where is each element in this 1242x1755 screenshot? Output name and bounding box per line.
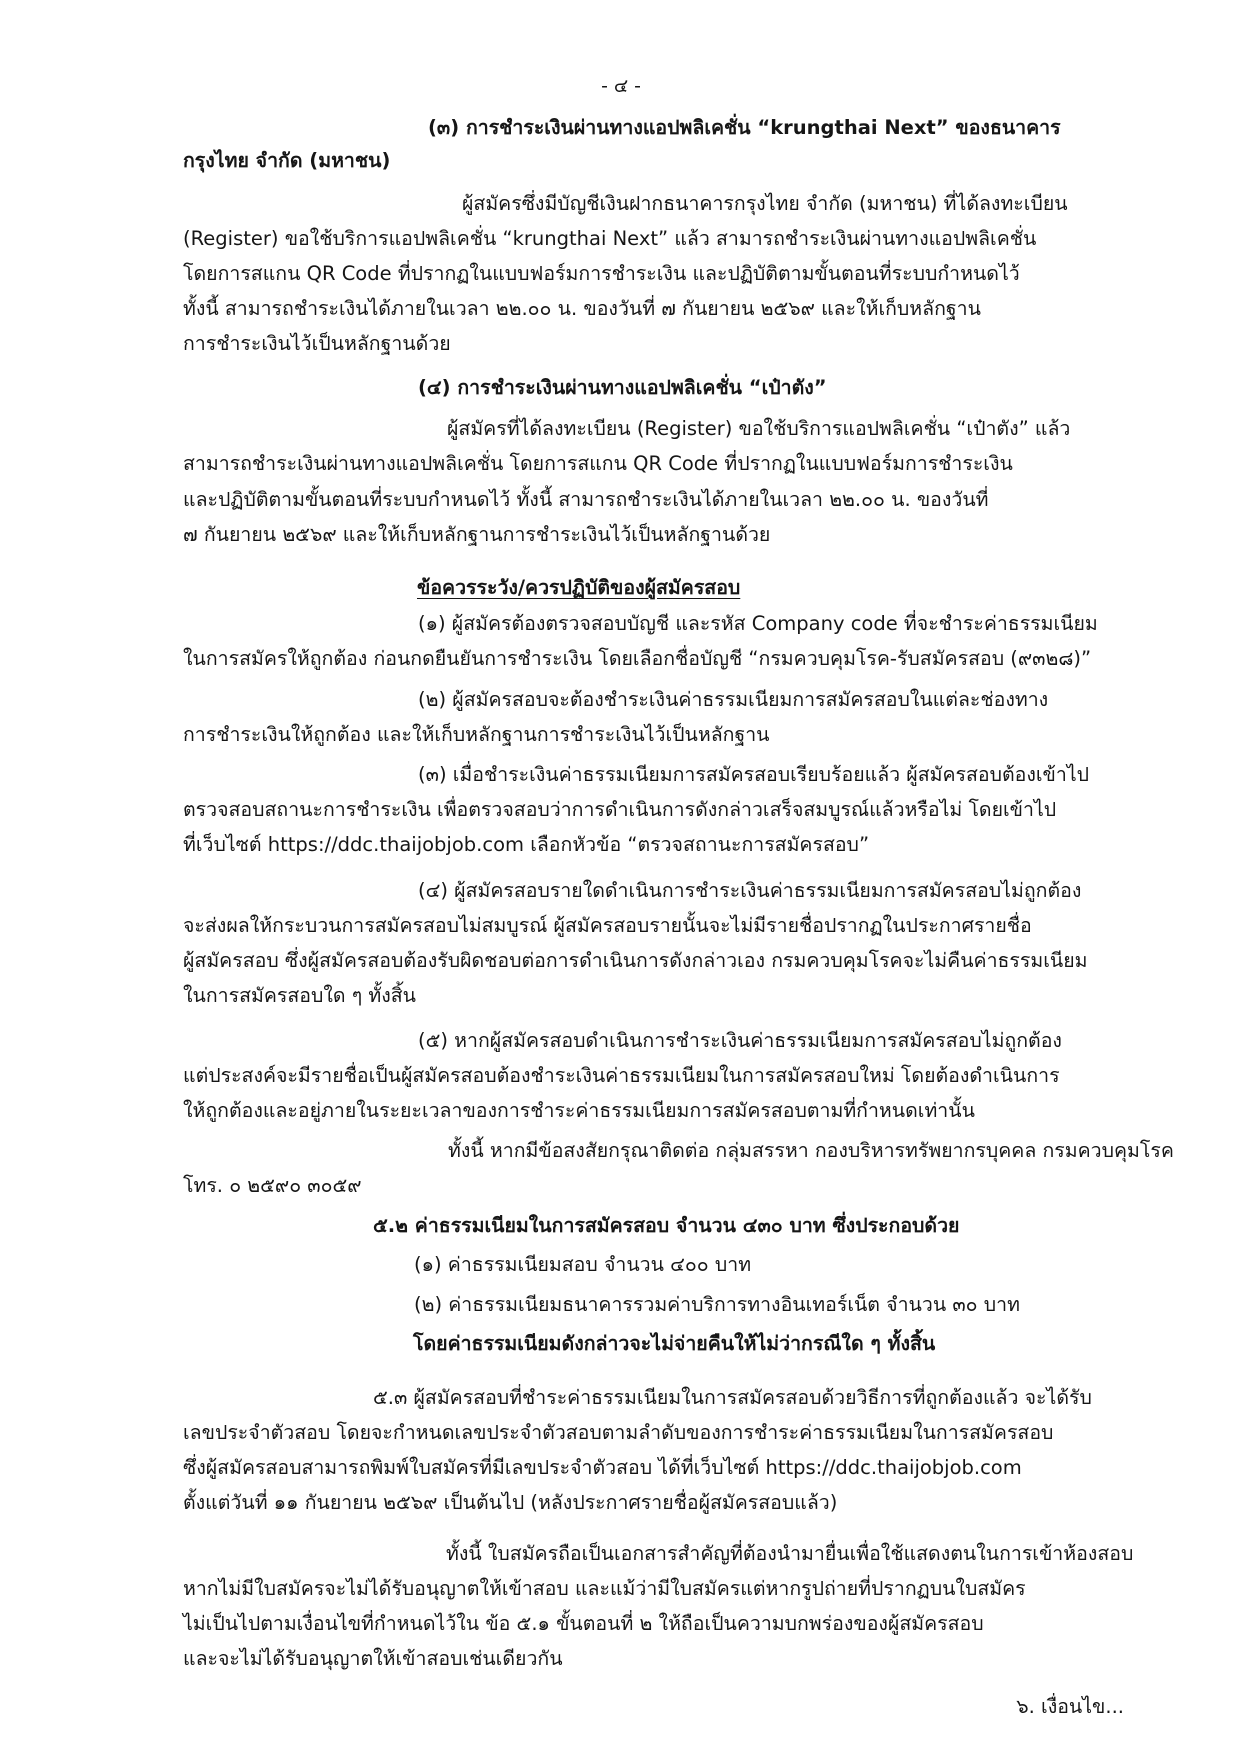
caution-line: (๕) หากผู้สมัครสอบดำเนินการชำระเงินค่าธรรมเนียมการสมัครสอบไม่ถูกต้อง	[418, 1029, 1062, 1052]
section-3-title-cont: กรุงไทย จำกัด (มหาชน)	[183, 149, 391, 172]
caution-line: การชำระเงินให้ถูกต้อง และให้เก็บหลักฐานการชำระเงินไว้เป็นหลักฐาน	[183, 723, 770, 746]
caution-line: แต่ประสงค์จะมีรายชื่อเป็นผู้สมัครสอบต้องชำระเงินค่าธรรมเนียมในการสมัครสอบใหม่ โดยต้องดำเนินการ	[183, 1064, 1060, 1087]
section-3-title: (๓) การชำระเงินผ่านทางแอปพลิเคชั่น “krungthai Next” ของธนาคาร	[428, 116, 1061, 139]
paragraph-line: ไม่เป็นไปตามเงื่อนไขที่กำหนดไว้ใน ข้อ ๕.๑ ขั้นตอนที่ ๒ ให้ถือเป็นความบกพร่องของผู้สมัครสอบ	[183, 1612, 984, 1635]
page-number: - ๔ -	[601, 75, 641, 97]
paragraph-line: ๗ กันยายน ๒๕๖๙ และให้เก็บหลักฐานการชำระเงินไว้เป็นหลักฐานด้วย	[183, 523, 771, 546]
caution-line: จะส่งผลให้กระบวนการสมัครสอบไม่สมบูรณ์ ผู้สมัครสอบรายนั้นจะไม่มีรายชื่อปรากฏในประกาศรายชื่อ	[183, 914, 1032, 937]
paragraph-line: ทั้งนี้ ใบสมัครถือเป็นเอกสารสำคัญที่ต้องนำมายื่นเพื่อใช้แสดงตนในการเข้าห้องสอบ	[446, 1542, 1134, 1565]
paragraph-line: และจะไม่ได้รับอนุญาตให้เข้าสอบเช่นเดียวกัน	[183, 1647, 563, 1670]
caution-line: ทั้งนี้ หากมีข้อสงสัยกรุณาติดต่อ กลุ่มสรรหา กองบริหารทรัพยากรบุคคล กรมควบคุมโรค	[448, 1139, 1174, 1162]
caution-heading: ข้อควรระวัง/ควรปฏิบัติของผู้สมัครสอบ	[417, 576, 741, 599]
caution-line: ผู้สมัครสอบ ซึ่งผู้สมัครสอบต้องรับผิดชอบต่อการดำเนินการดังกล่าวเอง กรมควบคุมโรคจะไม่คืนค่าธรรมเนียม	[183, 949, 1088, 972]
fee-note: โดยค่าธรรมเนียมดังกล่าวจะไม่จ่ายคืนให้ไม่ว่ากรณีใด ๆ ทั้งสิ้น	[413, 1332, 936, 1355]
paragraph-line: ซึ่งผู้สมัครสอบสามารถพิมพ์ใบสมัครที่มีเลขประจำตัวสอบ ได้ที่เว็บไซต์ https://ddc.thaijobjob.com	[183, 1456, 1022, 1479]
paragraph-line: การชำระเงินไว้เป็นหลักฐานด้วย	[183, 332, 451, 355]
paragraph-line: ตั้งแต่วันที่ ๑๑ กันยายน ๒๕๖๙ เป็นต้นไป (หลังประกาศรายชื่อผู้สมัครสอบแล้ว)	[183, 1491, 838, 1514]
fee-item: (๒) ค่าธรรมเนียมธนาคารรวมค่าบริการทางอินเทอร์เน็ต จำนวน ๓๐ บาท	[414, 1293, 1020, 1316]
caution-line: ให้ถูกต้องและอยู่ภายในระยะเวลาของการชำระค่าธรรมเนียมการสมัครสอบตามที่กำหนดเท่านั้น	[183, 1099, 975, 1122]
caution-line: (๓) เมื่อชำระเงินค่าธรรมเนียมการสมัครสอบเรียบร้อยแล้ว ผู้สมัครสอบต้องเข้าไป	[418, 763, 1090, 786]
paragraph-line: โดยการสแกน QR Code ที่ปรากฏในแบบฟอร์มการชำระเงิน และปฏิบัติตามขั้นตอนที่ระบบกำหนดไว้	[183, 262, 1020, 285]
caution-line: ที่เว็บไซต์ https://ddc.thaijobjob.com เลือกหัวข้อ “ตรวจสถานะการสมัครสอบ”	[183, 833, 870, 856]
paragraph-line: ผู้สมัครที่ได้ลงทะเบียน (Register) ขอใช้บริการแอปพลิเคชั่น “เป๋าตัง” แล้ว	[447, 417, 1071, 440]
caution-line: ในการสมัครให้ถูกต้อง ก่อนกดยืนยันการชำระเงิน โดยเลือกชื่อบัญชี “กรมควบคุมโรค-รับสมัครสอบ (๙๓๒๘)”	[183, 647, 1092, 670]
fee-heading: ๕.๒ ค่าธรรมเนียมในการสมัครสอบ จำนวน ๔๓๐ บาท ซึ่งประกอบด้วย	[373, 1214, 960, 1237]
paragraph-line: เลขประจำตัวสอบ โดยจะกำหนดเลขประจำตัวสอบตามลำดับของการชำระค่าธรรมเนียมในการสมัครสอบ	[183, 1421, 1054, 1444]
caution-line: (๒) ผู้สมัครสอบจะต้องชำระเงินค่าธรรมเนียมการสมัครสอบในแต่ละช่องทาง	[418, 688, 1049, 711]
caution-line: ในการสมัครสอบใด ๆ ทั้งสิ้น	[183, 984, 417, 1007]
contact-phone: โทร. ๐ ๒๕๙๐ ๓๐๕๙	[183, 1174, 362, 1197]
paragraph-line: หากไม่มีใบสมัครจะไม่ได้รับอนุญาตให้เข้าสอบ และแม้ว่ามีใบสมัครแต่หากรูปถ่ายที่ปรากฏบนใบสมัคร	[183, 1577, 1026, 1600]
paragraph-line: (Register) ขอใช้บริการแอปพลิเคชั่น “krungthai Next” แล้ว สามารถชำระเงินผ่านทางแอปพลิเคชั่น	[183, 227, 1037, 250]
section-4-title: (๔) การชำระเงินผ่านทางแอปพลิเคชั่น “เป๋าตัง”	[418, 376, 827, 399]
paragraph-line: ทั้งนี้ สามารถชำระเงินได้ภายในเวลา ๒๒.๐๐ น. ของวันที่ ๗ กันยายน ๒๕๖๙ และให้เก็บหลักฐาน	[183, 297, 981, 320]
caution-line: ตรวจสอบสถานะการชำระเงิน เพื่อตรวจสอบว่าการดำเนินการดังกล่าวเสร็จสมบูรณ์แล้วหรือไม่ โดยเข้าไป	[183, 798, 1057, 821]
caution-line: (๑) ผู้สมัครต้องตรวจสอบบัญชี และรหัส Company code ที่จะชำระค่าธรรมเนียม	[418, 612, 1098, 635]
paragraph-line: ๕.๓ ผู้สมัครสอบที่ชำระค่าธรรมเนียมในการสมัครสอบด้วยวิธีการที่ถูกต้องแล้ว จะได้รับ	[373, 1386, 1092, 1409]
paragraph-line: ผู้สมัครซึ่งมีบัญชีเงินฝากธนาคารกรุงไทย จำกัด (มหาชน) ที่ได้ลงทะเบียน	[462, 192, 1068, 215]
paragraph-line: สามารถชำระเงินผ่านทางแอปพลิเคชั่น โดยการสแกน QR Code ที่ปรากฏในแบบฟอร์มการชำระเงิน	[183, 452, 1013, 475]
caution-line: (๔) ผู้สมัครสอบรายใดดำเนินการชำระเงินค่าธรรมเนียมการสมัครสอบไม่ถูกต้อง	[418, 879, 1082, 902]
continuation-marker: ๖. เงื่อนไข...	[1016, 1695, 1124, 1718]
fee-item: (๑) ค่าธรรมเนียมสอบ จำนวน ๔๐๐ บาท	[414, 1253, 752, 1276]
paragraph-line: และปฏิบัติตามขั้นตอนที่ระบบกำหนดไว้ ทั้งนี้ สามารถชำระเงินได้ภายในเวลา ๒๒.๐๐ น. ของวันที่	[183, 488, 989, 511]
